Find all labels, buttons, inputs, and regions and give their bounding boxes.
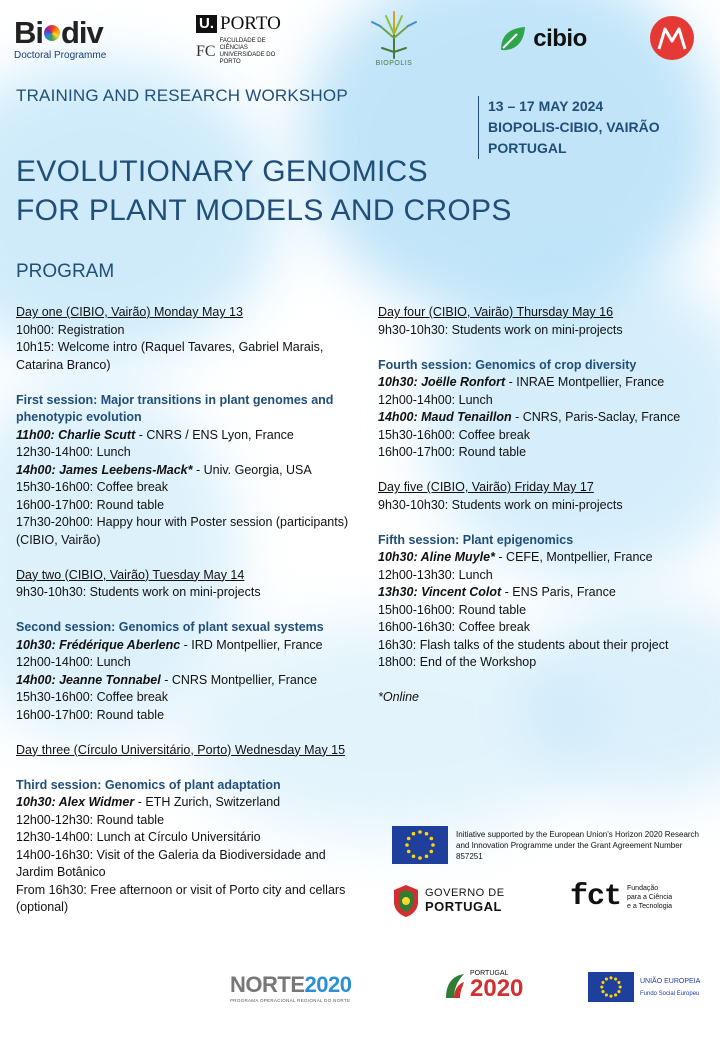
day-three-heading: Day three (Círculo Universitário, Porto) Wednesday May 15 bbox=[16, 742, 346, 757]
biodiv-suffix: div bbox=[61, 14, 103, 50]
norte-year: 2020 bbox=[304, 972, 352, 997]
speaker-affiliation: - ETH Zurich, Switzerland bbox=[134, 795, 281, 809]
eu-stars-icon bbox=[403, 828, 437, 862]
speaker-item bbox=[16, 462, 356, 480]
speaker-affiliation: - ENS Paris, France bbox=[501, 585, 616, 599]
speaker-name: 13h30: Vincent Colot bbox=[378, 585, 502, 599]
session-three-heading: Third session: Genomics of plant adaptation bbox=[16, 777, 281, 792]
speaker-name: 10h30: Frédérique Aberlenc bbox=[16, 637, 181, 652]
red-circle-logo bbox=[650, 16, 694, 60]
portugal2020-mark-icon bbox=[444, 972, 466, 1000]
speaker-affiliation: - IRD Montpellier, France bbox=[180, 637, 323, 652]
ue-flag-icon bbox=[588, 972, 634, 1002]
biodiv-logo bbox=[14, 14, 126, 64]
schedule-item: 16h00-17h00: Round table bbox=[16, 497, 165, 512]
ue-stars-icon bbox=[599, 975, 623, 999]
speaker-name: 10h30: Aline Muyle* bbox=[378, 550, 495, 564]
speaker-item bbox=[378, 374, 708, 392]
fct-logo bbox=[570, 880, 672, 914]
schedule-item: 12h30-14h00: Lunch bbox=[16, 445, 131, 459]
schedule-item: From 16h30: Free afternoon or visit of Porto city and cellars (optional) bbox=[16, 882, 346, 914]
schedule-item: 15h30-16h00: Coffee break bbox=[378, 427, 530, 442]
speaker-affiliation: - CNRS, Paris-Saclay, France bbox=[511, 410, 681, 424]
schedule-item: 9h30-10h30: Students work on mini-projects bbox=[378, 497, 623, 512]
uporto-u: U. bbox=[196, 15, 217, 33]
eu-funding-text: Initiative supported by the European Union's Horizon 2020 Research and Innovation Programme under the Grant Agreement Number 857251 bbox=[456, 829, 700, 861]
speaker-affiliation: - Univ. Georgia, USA bbox=[192, 462, 312, 477]
session-five-heading: Fifth session: Plant epigenomics bbox=[378, 532, 574, 547]
uniao-europeia-logo bbox=[588, 972, 700, 1002]
eu-flag-icon bbox=[392, 826, 448, 864]
speaker-affiliation: - CNRS Montpellier, France bbox=[160, 672, 318, 687]
title-line1: EVOLUTIONARY GENOMICS bbox=[16, 155, 428, 188]
program-heading: PROGRAM bbox=[16, 261, 115, 282]
speaker-item bbox=[378, 549, 708, 567]
ue-name: UNIÃO EUROPEIA bbox=[640, 977, 701, 985]
session-two-heading: Second session: Genomics of plant sexual systems bbox=[16, 620, 324, 634]
speaker-item bbox=[16, 794, 356, 812]
governo-portugal-logo bbox=[393, 884, 505, 918]
speaker-item bbox=[16, 427, 356, 445]
title-line2: FOR PLANT MODELS AND CROPS bbox=[16, 194, 512, 227]
fct-wordmark: fct bbox=[570, 880, 622, 914]
speaker-item bbox=[16, 672, 356, 690]
day-five-heading: Day five (CIBIO, Vairão) Friday May 17 bbox=[378, 480, 594, 494]
schedule-item: 12h30-14h00: Lunch at Círculo Universitário bbox=[16, 830, 261, 844]
online-footnote: *Online bbox=[378, 690, 419, 704]
cibio-wordmark: cibio bbox=[533, 25, 587, 52]
fct-line3: e a Tecnologia bbox=[627, 902, 673, 910]
schedule-item: 16h30: Flash talks of the students about their project bbox=[378, 637, 669, 652]
governo-line1: GOVERNO DE bbox=[425, 887, 505, 899]
schedule-item: 16h00-17h00: Round table bbox=[16, 707, 165, 722]
eu-funding-notice bbox=[392, 826, 706, 864]
session-four-heading: Fourth session: Genomics of crop diversity bbox=[378, 357, 637, 372]
speaker-name: 14h00: Jeanne Tonnabel bbox=[16, 672, 161, 687]
uporto-faculty-line1: FACULDADE DE CIÊNCIAS bbox=[219, 37, 266, 51]
fct-line1: Fundação bbox=[627, 884, 659, 892]
portugal-shield-icon bbox=[393, 884, 419, 918]
uporto-faculty-line2: UNIVERSIDADE DO PORTO bbox=[219, 51, 276, 65]
cibio-logo bbox=[494, 22, 590, 56]
session-one-heading: First session: Major transitions in plant genomes and phenotypic evolution bbox=[16, 392, 334, 424]
fct-line2: para a Ciência bbox=[627, 893, 673, 901]
speaker-affiliation: - INRAE Montpellier, France bbox=[505, 375, 665, 389]
ue-fund: Fundo Social Europeu bbox=[640, 990, 700, 997]
speaker-affiliation: - CNRS / ENS Lyon, France bbox=[135, 427, 294, 442]
speaker-affiliation: - CEFE, Montpellier, France bbox=[494, 550, 653, 564]
speaker-name: 14h00: Maud Tenaillon bbox=[378, 410, 512, 424]
uporto-fc: FC bbox=[196, 42, 216, 60]
schedule-item: 12h00-14h00: Lunch bbox=[378, 392, 493, 407]
biopolis-label: BIOPOLIS bbox=[375, 59, 413, 67]
speaker-name: 10h30: Alex Widmer bbox=[16, 795, 135, 809]
uporto-name: PORTO bbox=[220, 12, 281, 34]
schedule-item: 12h00-14h00: Lunch bbox=[16, 655, 131, 669]
biodiv-dot-icon bbox=[44, 25, 60, 41]
m-mark-icon bbox=[656, 25, 688, 51]
day-four-heading: Day four (CIBIO, Vairão) Thursday May 16 bbox=[378, 305, 614, 319]
speaker-name: 14h00: James Leebens-Mack* bbox=[16, 462, 193, 477]
schedule-item: 15h30-16h00: Coffee break bbox=[16, 690, 168, 704]
dates-line: 13 – 17 MAY 2024 bbox=[488, 98, 604, 114]
program-right-column bbox=[378, 304, 708, 707]
dates-location-block bbox=[478, 96, 660, 159]
norte2020-logo bbox=[230, 972, 351, 1003]
cibio-leaf-icon bbox=[497, 24, 527, 54]
tree-icon bbox=[368, 8, 420, 60]
day-one-heading: Day one (CIBIO, Vairão) Monday May 13 bbox=[16, 305, 243, 319]
portugal2020-year: 2020 bbox=[470, 975, 524, 1002]
page-title bbox=[16, 152, 512, 230]
biodiv-prefix: Bi bbox=[14, 14, 43, 50]
schedule-item: 12h00-13h30: Lunch bbox=[378, 567, 493, 582]
speaker-item bbox=[378, 409, 708, 427]
uporto-logo bbox=[196, 12, 292, 65]
location-line: BIOPOLIS-CIBIO, VAIRÃO bbox=[488, 119, 660, 135]
schedule-item: 10h15: Welcome intro (Raquel Tavares, Gabriel Marais, Catarina Branco) bbox=[16, 340, 324, 372]
speaker-item bbox=[16, 637, 356, 655]
biodiv-subtitle: Doctoral Programme bbox=[14, 49, 107, 61]
speaker-name: 10h30: Joëlle Ronfort bbox=[378, 375, 506, 389]
portugal2020-logo bbox=[444, 970, 523, 1001]
schedule-item: 14h00-16h30: Visit of the Galeria da Biodiversidade and Jardim Botânico bbox=[16, 847, 326, 879]
schedule-item: 15h00-16h00: Round table bbox=[378, 602, 527, 617]
governo-line2: PORTUGAL bbox=[425, 899, 502, 914]
norte-word: NORTE bbox=[230, 972, 305, 997]
biopolis-logo bbox=[363, 4, 425, 70]
program-left-column bbox=[16, 304, 356, 917]
portugal2020-small: PORTUGAL bbox=[470, 970, 509, 977]
schedule-item: 9h30-10h30: Students work on mini-projects bbox=[378, 322, 623, 337]
workshop-heading: TRAINING AND RESEARCH WORKSHOP bbox=[16, 86, 348, 105]
speaker-name: 11h00: Charlie Scutt bbox=[16, 427, 136, 442]
day-two-heading: Day two (CIBIO, Vairão) Tuesday May 14 bbox=[16, 567, 245, 582]
schedule-item: 16h00-17h00: Round table bbox=[378, 445, 527, 459]
country-line: PORTUGAL bbox=[488, 140, 567, 156]
schedule-item: 15h30-16h00: Coffee break bbox=[16, 480, 168, 494]
norte-subtitle: PROGRAMA OPERACIONAL REGIONAL DO NORTE bbox=[230, 998, 351, 1003]
schedule-item: 12h00-12h30: Round table bbox=[16, 812, 165, 827]
schedule-item: 16h00-16h30: Coffee break bbox=[378, 620, 530, 634]
schedule-item: 18h00: End of the Workshop bbox=[378, 655, 537, 669]
schedule-item: 9h30-10h30: Students work on mini-projects bbox=[16, 585, 261, 599]
schedule-item: 10h00: Registration bbox=[16, 322, 125, 337]
speaker-item bbox=[378, 584, 708, 602]
schedule-item: 17h30-20h00: Happy hour with Poster session (participants) (CIBIO, Vairão) bbox=[16, 515, 349, 547]
